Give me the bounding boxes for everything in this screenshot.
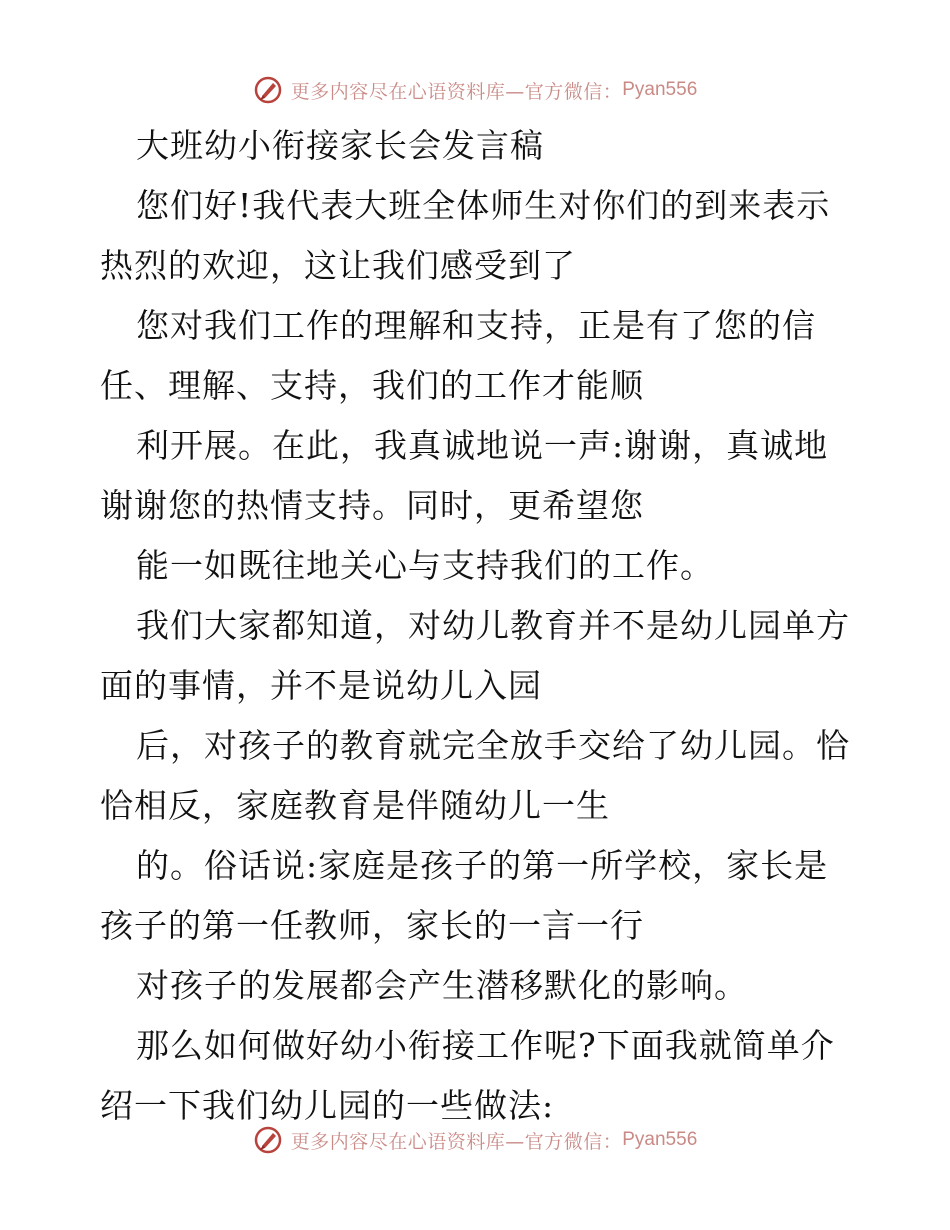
document-body [100,116,860,1136]
footer-banner [0,1120,950,1160]
text-line: 您们好!我代表大班全体师生对你们的到来表示 [136,186,831,225]
text-line: 绍一下我们幼儿园的一些做法: [100,1086,555,1125]
header-banner [0,70,950,110]
text-line: 对孩子的发展都会产生潜移默化的影响。 [136,966,748,1005]
pen-logo-icon [253,1125,283,1155]
text-line: 面的事情，并不是说幼儿入园 [100,666,542,705]
footer-banner-text: 更多内容尽在心语资料库—官方微信： [290,1130,623,1153]
text-line: 您对我们工作的理解和支持，正是有了您的信 [136,306,816,345]
text-line: 我们大家都知道，对幼儿教育并不是幼儿园单方 [136,606,850,645]
text-line: 孩子的第一任教师，家长的一言一行 [100,906,644,945]
footer-banner-handle: Pyan556 [622,1129,698,1150]
header-banner-text: 更多内容尽在心语资料库—官方微信： [290,80,623,103]
text-line: 恰相反，家庭教育是伴随幼儿一生 [100,786,610,825]
text-line: 热烈的欢迎，这让我们感受到了 [100,246,576,285]
text-line: 能一如既往地关心与支持我们的工作。 [136,546,714,585]
text-line: 任、理解、支持，我们的工作才能顺 [100,366,644,405]
text-line: 那么如何做好幼小衔接工作呢?下面我就简单介 [136,1026,835,1065]
pen-logo-icon [253,75,283,105]
text-line: 的。俗话说:家庭是孩子的第一所学校，家长是 [136,846,829,885]
text-line: 后，对孩子的教育就完全放手交给了幼儿园。恰 [136,726,850,765]
text-line: 谢谢您的热情支持。同时，更希望您 [100,486,644,525]
document-title: 大班幼小衔接家长会发言稿 [136,126,544,165]
text-line: 利开展。在此，我真诚地说一声:谢谢，真诚地 [136,426,829,465]
header-banner-handle: Pyan556 [622,79,698,100]
